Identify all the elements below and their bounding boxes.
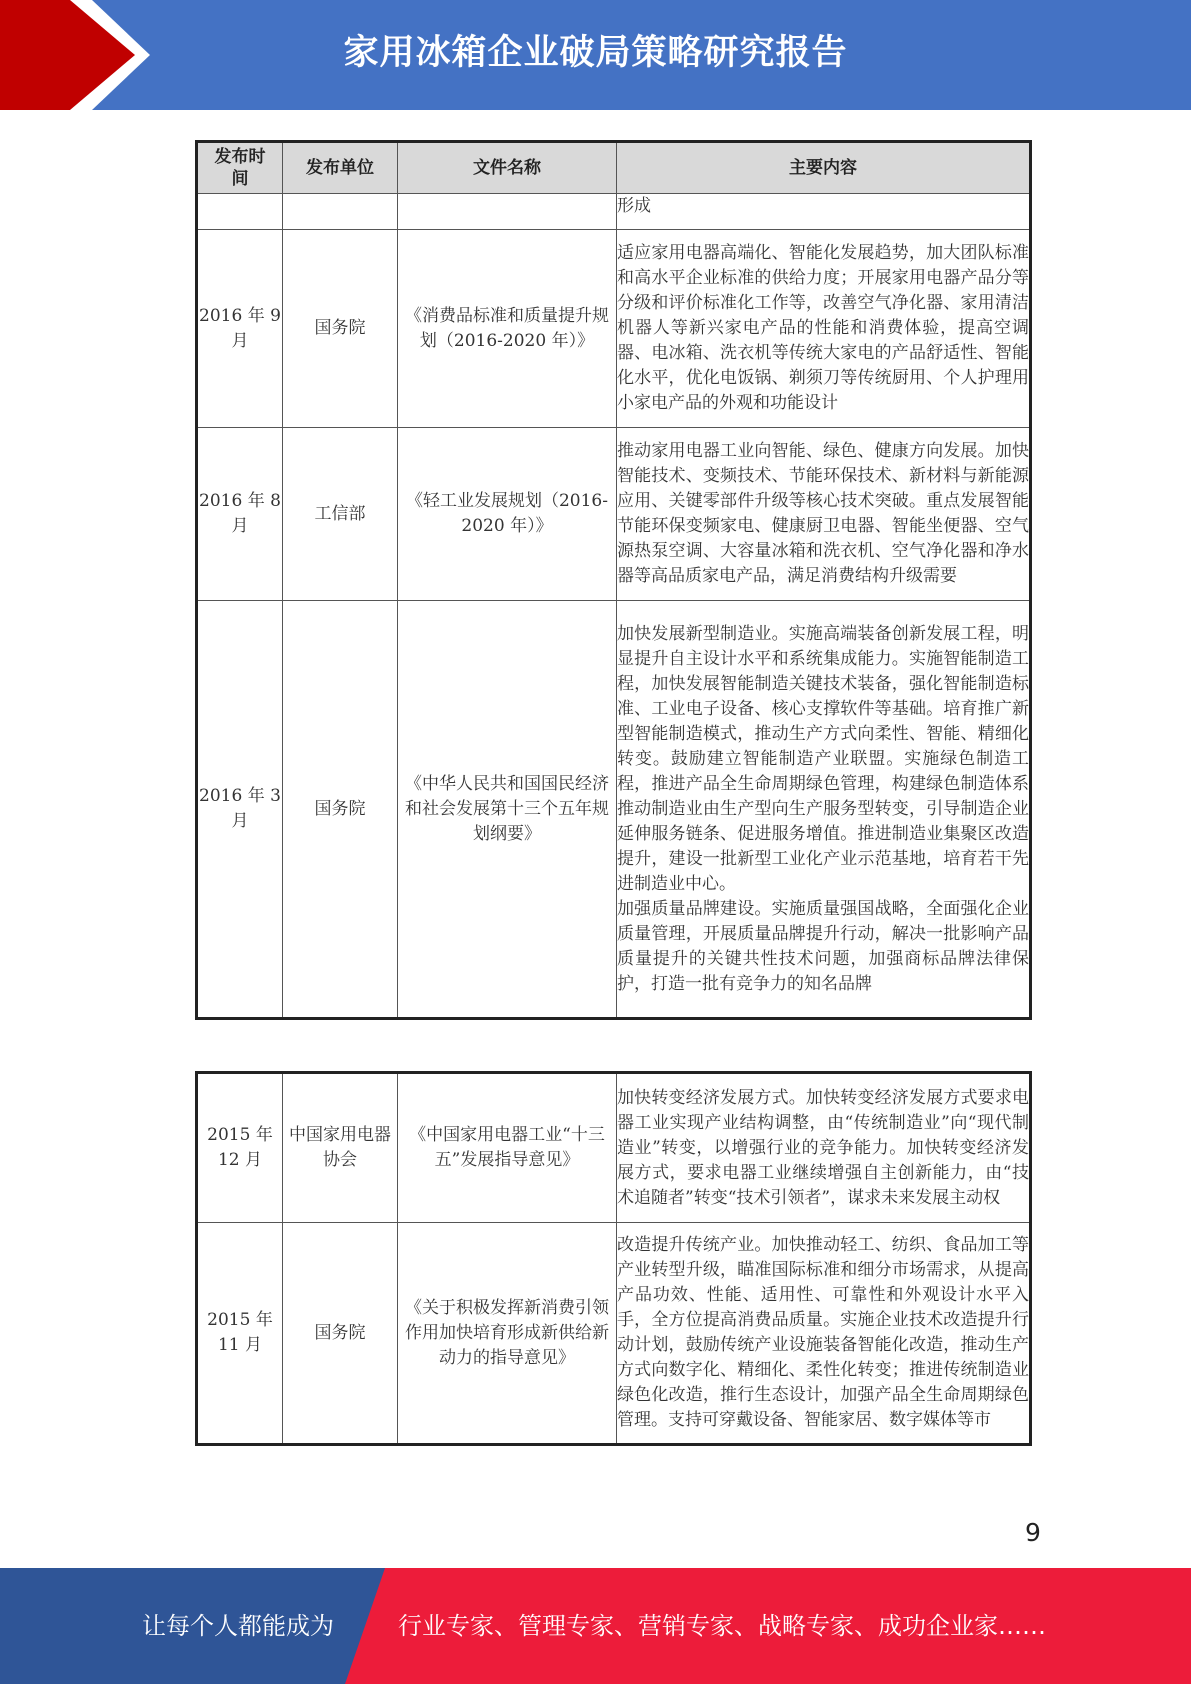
table-row	[197, 230, 1031, 428]
cell-date: 2015 年 11 月	[197, 1223, 283, 1445]
table-row	[197, 1073, 1031, 1223]
table-header-row	[197, 142, 1031, 194]
cell-date: 2015 年 12 月	[197, 1073, 283, 1223]
page-footer	[0, 1568, 1191, 1684]
content-paragraph: 加强质量品牌建设。实施质量强国战略，全面强化企业质量管理，开展质量品牌提升行动，解决一批影响产品质量提升的关键共性技术问题，加强商标品牌法律保护，打造一批有竞争力的知名品牌	[617, 898, 1029, 994]
table-row	[197, 1223, 1031, 1445]
page-header	[0, 0, 1191, 110]
cell-date: 2016 年 9 月	[197, 230, 283, 428]
cell-unit: 中国家用电器协会	[283, 1073, 398, 1223]
cell-content	[617, 601, 1031, 1019]
cell-content: 加快转变经济发展方式。加快转变经济发展方式要求电器工业实现产业结构调整，由“传统制造业”向“现代制造业”转变，以增强行业的竞争能力。加快转变经济发展方式，要求电器工业继续增强自主创新能力，由“技术追随者”转变“技术引领者”，谋求未来发展主动权	[617, 1073, 1031, 1223]
cell-unit: 工信部	[283, 428, 398, 601]
header-name: 文件名称	[398, 142, 617, 194]
cell-name: 《轻工业发展规划（2016-2020 年）》	[398, 428, 617, 601]
cell-name: 《中国家用电器工业“十三五”发展指导意见》	[398, 1073, 617, 1223]
policy-table-part1	[195, 140, 1032, 1020]
cell-unit: 国务院	[283, 1223, 398, 1445]
cell-date	[197, 194, 283, 230]
cell-content: 改造提升传统产业。加快推动轻工、纺织、食品加工等产业转型升级，瞄准国际标准和细分市场需求，从提高产品功效、性能、适用性、可靠性和外观设计水平入手，全方位提高消费品质量。实施企业技术改造提升行动计划，鼓励传统产业设施装备智能化改造，推动生产方式向数字化、精细化、柔性化转变；推进传统制造业绿色化改造，推行生态设计，加强产品全生命周期绿色管理。支持可穿戴设备、智能家居、数字媒体等市	[617, 1223, 1031, 1445]
table-row	[197, 428, 1031, 601]
header-unit: 发布单位	[283, 142, 398, 194]
header-title: 家用冰箱企业破局策略研究报告	[343, 33, 848, 73]
cell-content: 形成	[617, 194, 1031, 230]
header-red-chevron-decoration	[0, 0, 135, 110]
cell-unit: 国务院	[283, 601, 398, 1019]
header-content: 主要内容	[617, 142, 1031, 194]
cell-content: 适应家用电器高端化、智能化发展趋势，加大团队标准和高水平企业标准的供给力度；开展家用电器产品分等分级和评价标准化工作等，改善空气净化器、家用清洁机器人等新兴家电产品的性能和消费体验，提高空调器、电冰箱、洗衣机等传统大家电的产品舒适性、智能化水平，优化电饭锅、剃须刀等传统厨用、个人护理用小家电产品的外观和功能设计	[617, 230, 1031, 428]
cell-name: 《关于积极发挥新消费引领作用加快培育形成新供给新动力的指导意见》	[398, 1223, 617, 1445]
cell-name: 《消费品标准和质量提升规划（2016-2020 年）》	[398, 230, 617, 428]
page-number: 9	[1025, 1518, 1041, 1547]
cell-date: 2016 年 8 月	[197, 428, 283, 601]
footer-slogan-left: 让每个人都能成为	[142, 1612, 334, 1640]
policy-table-part2	[195, 1071, 1032, 1446]
header-date: 发布时间	[197, 142, 283, 194]
table-row	[197, 601, 1031, 1019]
cell-date: 2016 年 3 月	[197, 601, 283, 1019]
cell-unit	[283, 194, 398, 230]
cell-name: 《中华人民共和国国民经济和社会发展第十三个五年规划纲要》	[398, 601, 617, 1019]
table-row-continued	[197, 194, 1031, 230]
footer-slogan-right: 行业专家、管理专家、营销专家、战略专家、成功企业家……	[398, 1612, 1046, 1640]
cell-name	[398, 194, 617, 230]
content-paragraph: 加快发展新型制造业。实施高端装备创新发展工程，明显提升自主设计水平和系统集成能力。实施智能制造工程，加快发展智能制造关键技术装备，强化智能制造标准、工业电子设备、核心支撑软件等基础。培育推广新型智能制造模式，推动生产方式向柔性、智能、精细化转变。鼓励建立智能制造产业联盟。实施绿色制造工程，推进产品全生命周期绿色管理，构建绿色制造体系推动制造业由生产型向生产服务型转变，引导制造企业延伸服务链条、促进服务增值。推进制造业集聚区改造提升，建设一批新型工业化产业示范基地，培育若干先进制造业中心。	[617, 623, 1029, 894]
cell-unit: 国务院	[283, 230, 398, 428]
cell-content: 推动家用电器工业向智能、绿色、健康方向发展。加快智能技术、变频技术、节能环保技术、新材料与新能源应用、关键零部件升级等核心技术突破。重点发展智能节能环保变频家电、健康厨卫电器、智能坐便器、空气源热泵空调、大容量冰箱和洗衣机、空气净化器和净水器等高品质家电产品，满足消费结构升级需要	[617, 428, 1031, 601]
